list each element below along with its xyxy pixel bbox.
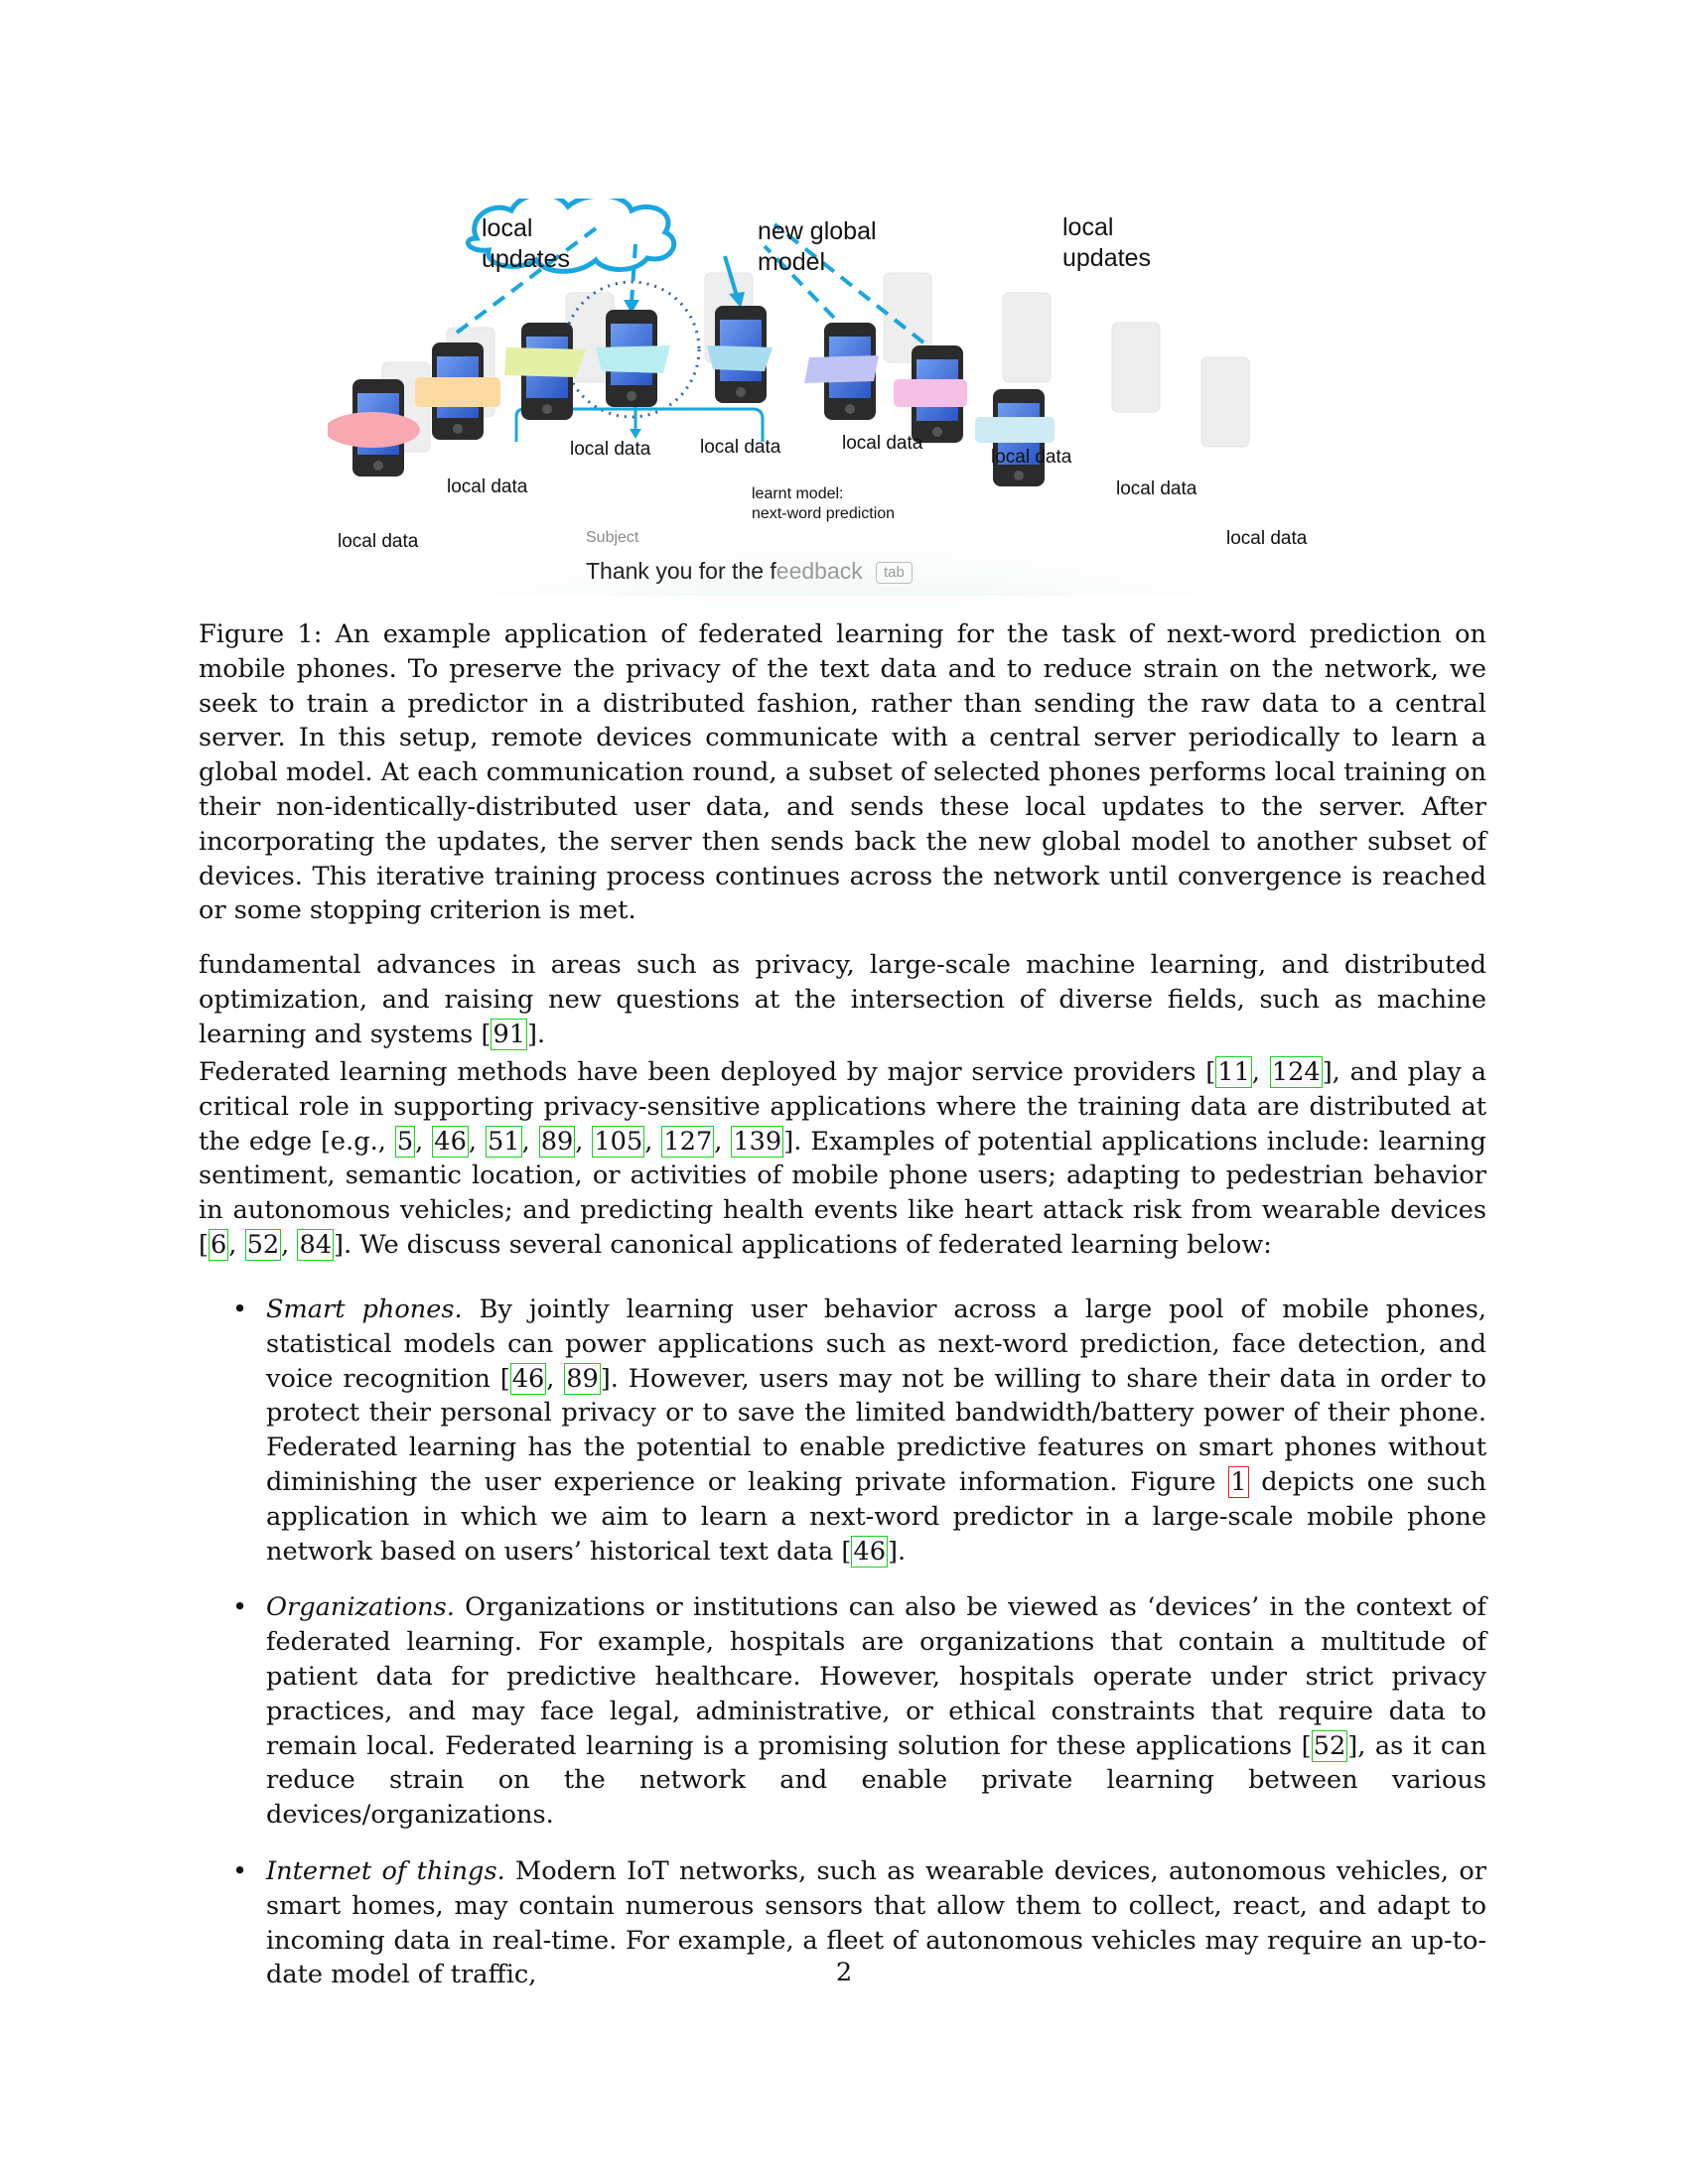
citation-link[interactable]: 5 [396,1126,414,1157]
local-data-label-1: local data [338,531,419,552]
list-item-smart-phones: • Smart phones. By jointly learning user behavior across a large pool of mobile phones, statistical models can power applications such as next-word prediction, face detection, and voice recognition [46, 89]. However, users may not be willing to share their data in order to protect their personal privacy or to save the limited bandwidth/battery power of their phone. Federated learning has the potential to enable predictive features on smart phones without diminishing the user experience or leaking private information. Figure 1 depicts one such application in which we aim to learn a next-word predictor in a large-scale mobile phone network based on users’ historical text data [46]. [232,1295,1487,1567]
p2-text-1: Federated learning methods have been deployed by major service providers [ [199,1057,1216,1087]
bullet-icon: • [232,1592,248,1623]
item-text: Organizations or institutions can also be viewed as ‘devices’ in the context of federated learning. For example, hospitals are organizations that contain a multitude of patient data for predictive healthcare. However, hospitals operate under strict privacy practices, and may face legal, administrative, or ethical constraints that require data to remain local. Federated learning is a promising solution for these applications [ [266,1592,1486,1761]
local-data-label-8: local data [1226,528,1308,549]
list-item-organizations [228,1590,1486,1833]
label-local-updates-left: local updates [482,214,570,273]
local-data-label-3: local data [570,439,651,460]
citation-link[interactable]: 139 [733,1126,782,1157]
typed-text: Thank you for the f [586,558,776,584]
item-text: Modern IoT networks, such as wearable devices, autonomous vehicles, or smart homes, may contain numerous sensors that allow them to collect, react, and adapt to incoming data in real-time. For example, a fleet of autonomous vehicles may require an up-to-date model of traffic, [266,1855,1486,1990]
p1-text: fundamental advances in areas such as privacy, large-scale machine learning, and distributed optimization, and raising new questions at the intersection of diverse fields, such as machine learning and systems [ [199,950,1486,1049]
applications-list [228,1293,1486,2014]
citation-link[interactable]: 52 [1313,1730,1346,1761]
citation-link[interactable]: 46 [434,1126,467,1157]
figure-caption: Figure 1: An example application of federated learning for the task of next-word prediction on mobile phones. To preserve the privacy of the text data and to reduce strain on the network, we seek to train a predictor in a distributed fashion, rather than sending the raw data to a central server. In this setup, remote devices communicate with a central server periodically to learn a global model. At each communication round, a subset of selected phones performs local training on their non-identically-distributed user data, and sends these local updates to the server. After incorporating the updates, the server then sends back the new global model to another subset of devices. This iterative training process continues across the network until convergence is reached or some stopping criterion is met. [199,619,1486,926]
paragraph-2: Federated learning methods have been deployed by major service providers [11, 124], and play a critical role in supporting privacy-sensitive applications where the training data are distributed at the edge [e.g., 5, 46, 51, 89, 105, 127, 139]. Examples of potential applications include: learning sentiment, semantic location, or activities of mobile phone users; adapting to pedestrian behavior in autonomous vehicles; and predicting health events like heart attack risk from wearable devices [6, 52, 84]. We discuss several canonical applications of federated learning below: [199,1057,1486,1260]
citation-link[interactable]: 46 [511,1363,545,1394]
item-text: By jointly learning user behavior across a large pool of mobile phones, statistical models can power applications such as next-word prediction, face detection, and voice recognition [ [266,1295,1486,1394]
item-title: Internet of things. [266,1855,505,1886]
citation-link[interactable]: 6 [211,1229,227,1260]
citation-link[interactable]: 89 [566,1363,599,1394]
citation-link[interactable]: 91 [492,1019,526,1049]
paragraph-1 [199,948,1486,1051]
label-learnt-model: learnt model: next-word prediction [752,485,896,522]
keyboard-subject-label: Subject [586,529,639,546]
citation-link[interactable]: 89 [540,1126,574,1157]
local-data-label-6: local data [991,447,1072,468]
p1-end: ]. [527,1019,546,1049]
blob-lightblue [975,417,1055,443]
item-text: ], as it can reduce strain on the network and enable private learning between various devices/organizations. [266,1730,1487,1831]
local-data-label-4: local data [700,437,781,458]
item-text: depicts one such application in which we aim to learn a next-word predictor in a large-scale mobile phone network based on users’ historical text data [ [266,1466,1487,1567]
label-local-updates-right: local updates [1062,213,1151,272]
page-number: 2 [835,1958,853,1987]
p2-text-4: ]. We discuss several canonical applications of federated learning below: [334,1229,1272,1260]
citation-link[interactable]: 51 [487,1126,520,1157]
federated-learning-figure [328,199,1360,596]
p2-text-3: ]. Examples of potential applications include: learning sentiment, semantic location, or activities of mobile phone users; adapting to pedestrian behavior in autonomous vehicles; and predicting health events like heart attack risk from wearable devices [ [199,1126,1486,1260]
local-data-label-7: local data [1116,478,1197,499]
citation-link[interactable]: 52 [246,1229,280,1260]
figure-ref-link[interactable]: 1 [1230,1466,1247,1497]
citation-link[interactable]: 46 [853,1536,886,1567]
blob-cyan [596,345,670,373]
bullet-icon: • [232,1295,248,1324]
item-title: Organizations. [266,1592,455,1623]
arrow-global-down-1 [632,244,635,303]
local-data-label-5: local data [842,433,923,454]
bullet-icon: • [232,1855,248,1886]
item-text: ]. [887,1536,907,1567]
blob-lavender [804,355,879,383]
citation-link[interactable]: 105 [594,1126,643,1157]
citation-link[interactable]: 84 [299,1229,333,1260]
blob-skyblue [707,345,773,371]
figure-phones [328,218,1360,615]
label-new-global-model: new global model [758,217,877,276]
tab-key: tab [876,562,913,584]
suggested-text: eedback [775,558,863,584]
citation-link[interactable]: 127 [663,1126,713,1157]
local-data-label-2: local data [447,477,528,497]
item-text: ]. However, users may not be willing to share their data in order to protect their personal privacy or to save the limited bandwidth/battery power of their phone. Federated learning has the potential to enable predictive features on smart phones without diminishing the user experience or leaking private information. Figure [266,1363,1486,1497]
citation-link[interactable]: 11 [1217,1057,1250,1087]
citation-link[interactable]: 124 [1271,1057,1321,1087]
blob-yellowgreen [504,347,586,377]
keyboard-typed-text [586,558,863,585]
blob-magenta [894,379,967,407]
item-title: Smart phones. [266,1295,463,1324]
blob-orange [415,377,500,407]
arrow-global-down-2 [725,256,737,296]
p2-text-2: ], and play a critical role in supporting privacy-sensitive applications where the training data are distributed at the edge [e.g., [199,1057,1486,1157]
blob-pink [328,412,420,448]
